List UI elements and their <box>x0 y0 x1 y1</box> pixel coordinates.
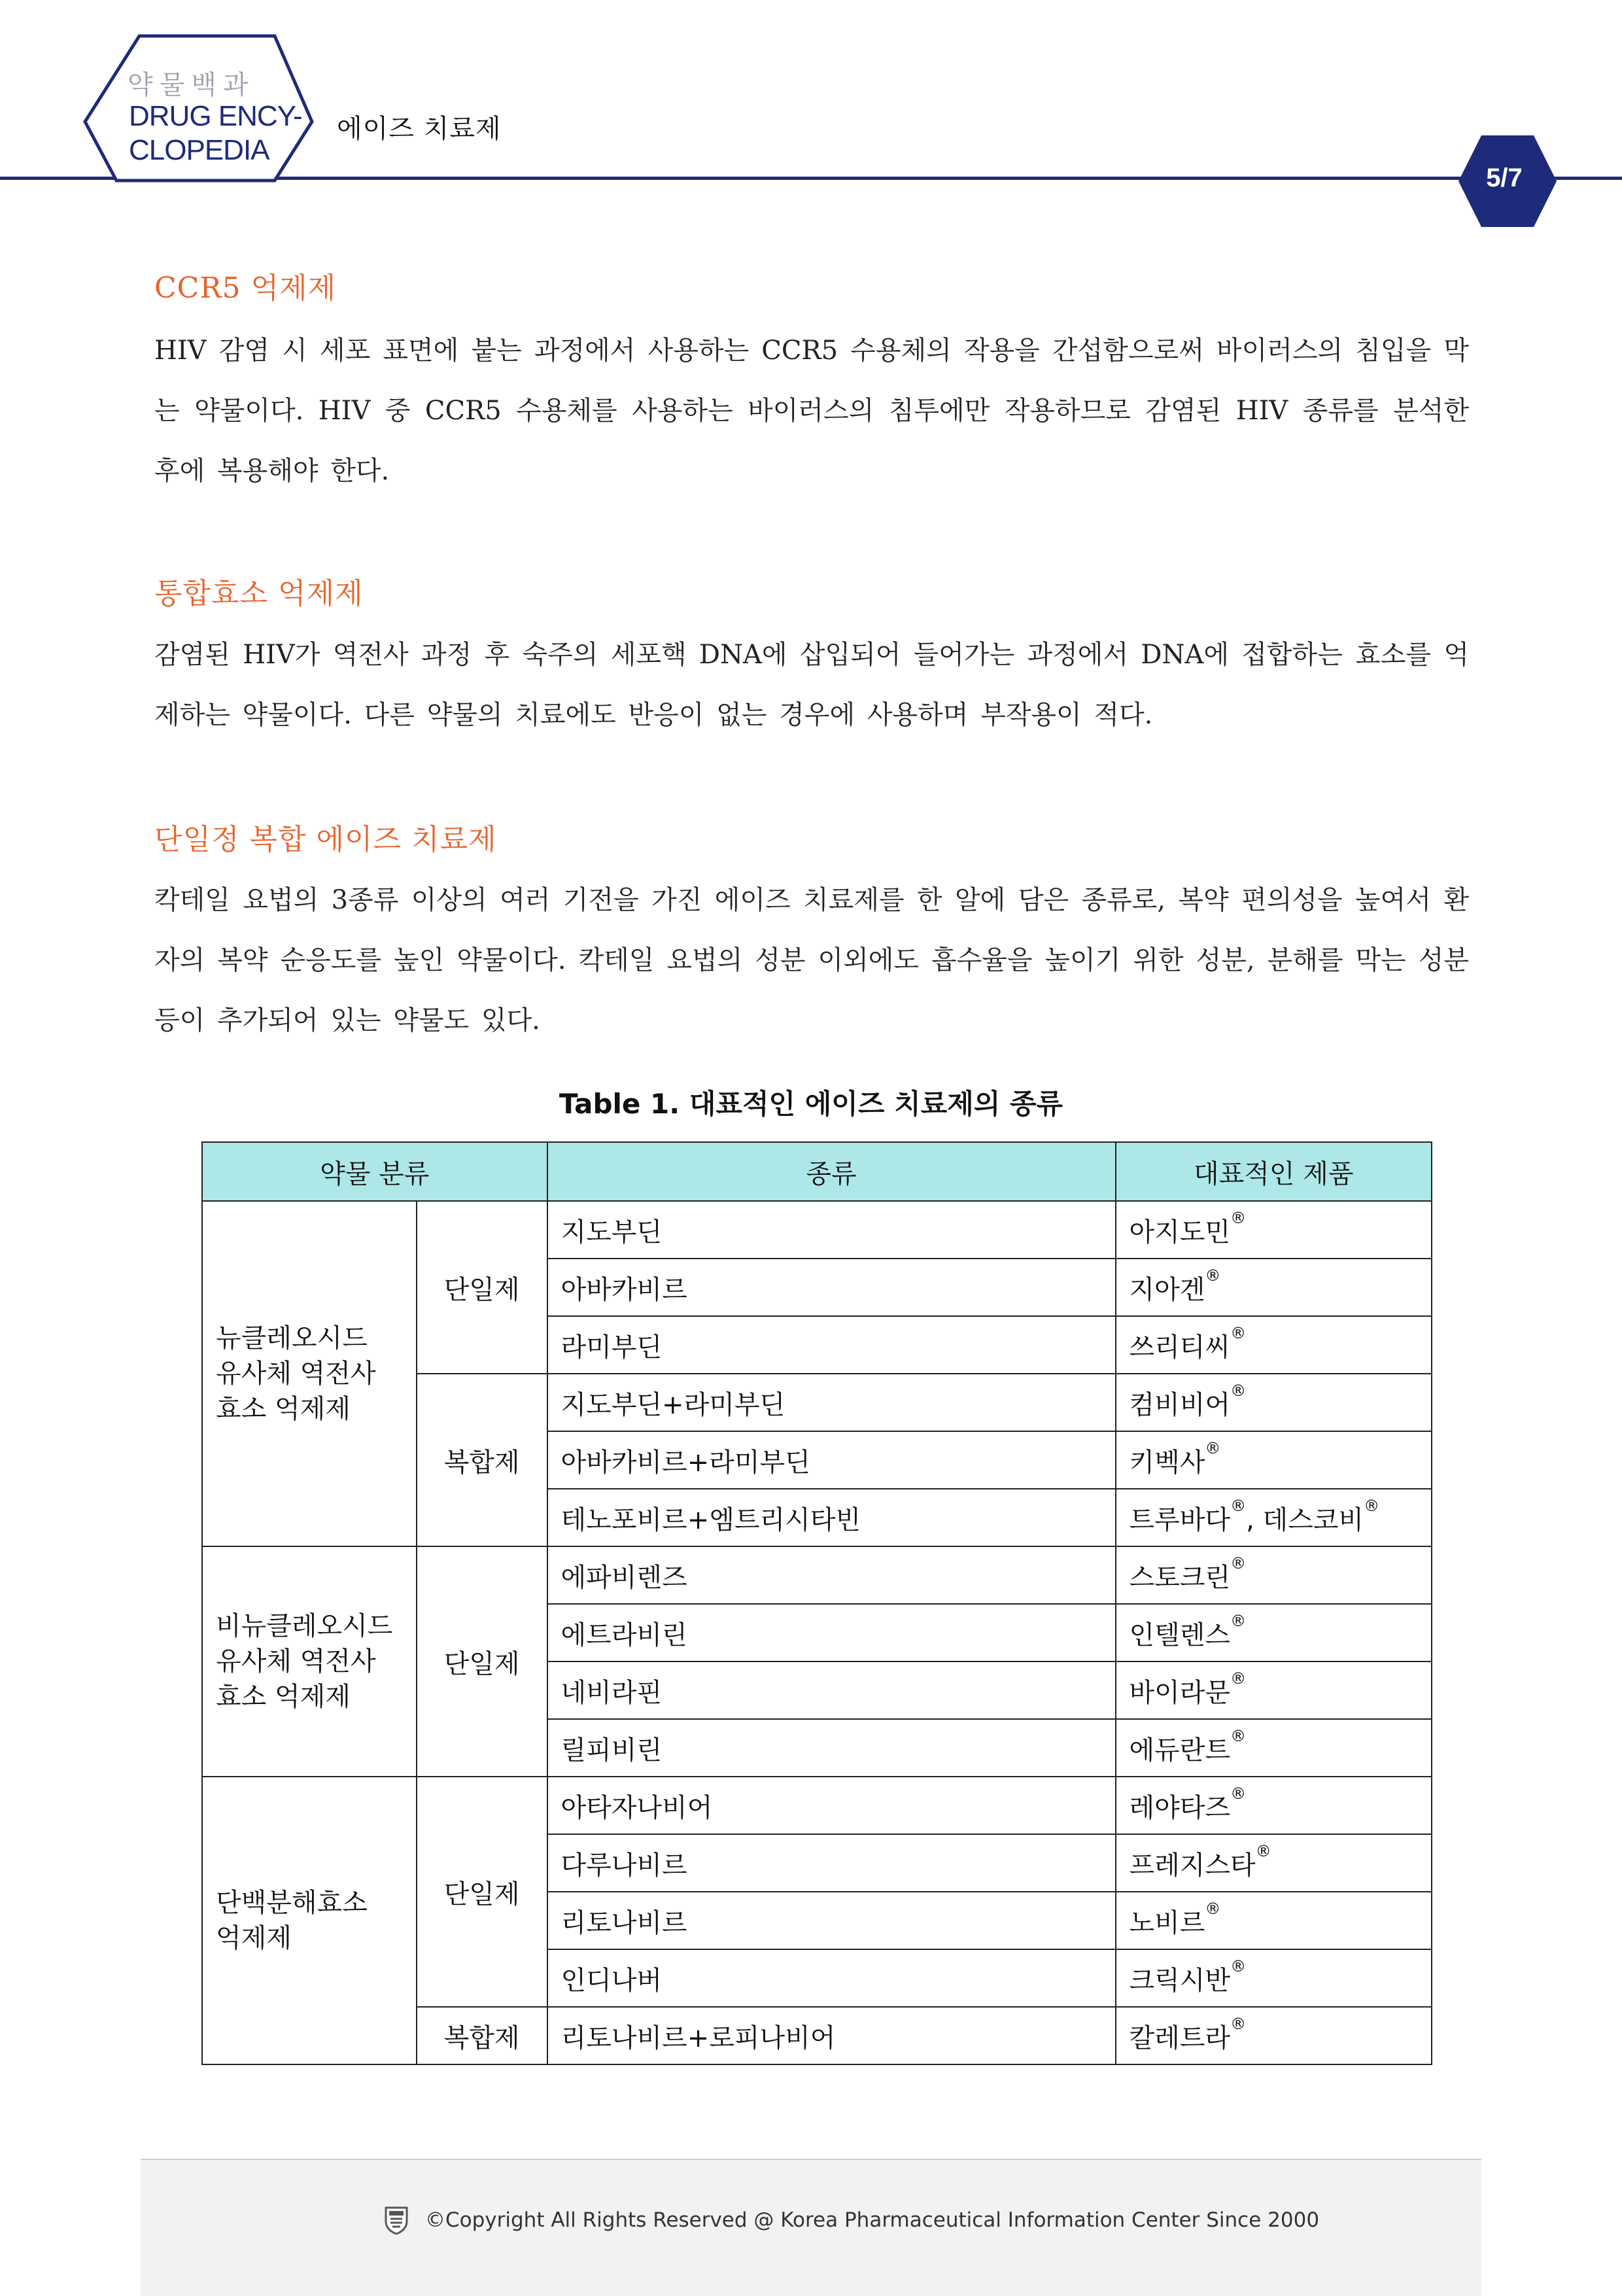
section-title-integrase: 통합효소 억제제 <box>154 577 364 610</box>
product-name: 바이라문® <box>1116 1661 1432 1719</box>
drug-name: 릴피비린 <box>547 1719 1116 1777</box>
drug-name: 아바카비르 <box>547 1259 1116 1316</box>
drug-name: 아타자나비어 <box>547 1777 1116 1834</box>
drug-name: 인디나버 <box>547 1949 1116 2007</box>
header-product: 대표적인 제품 <box>1116 1142 1432 1201</box>
page-title: 에이즈 치료제 <box>337 114 502 144</box>
subtype-combination: 복합제 <box>417 1374 547 1546</box>
class-nnrti: 비뉴클레오시드 유사체 역전사 효소 억제제 <box>202 1546 417 1777</box>
product-name: 프레지스타® <box>1116 1834 1432 1892</box>
kpic-emblem-icon <box>384 2206 409 2235</box>
subtype-single: 단일제 <box>417 1201 547 1374</box>
drug-name: 에파비렌즈 <box>547 1546 1116 1604</box>
product-name: 스토크린® <box>1116 1546 1432 1604</box>
table-row <box>202 1201 1432 1259</box>
section-body-integrase: 감염된 HIV가 역전사 과정 후 숙주의 세포핵 DNA에 삽입되어 들어가는 과정에서 DNA에 접합하는 효소를 억제하는 약물이다. 다른 약물의 치료에도 반응이 없는 경우에 사용하며 부작용이 적다. <box>154 640 1469 730</box>
product-name: 크릭시반® <box>1116 1949 1432 2007</box>
section-title-single-tablet: 단일정 복합 에이즈 치료제 <box>154 823 497 856</box>
product-name: 키벡사® <box>1116 1431 1432 1489</box>
header-class: 약물 분류 <box>202 1142 547 1201</box>
header-type: 종류 <box>547 1142 1116 1201</box>
class-protease-inhibitor: 단백분해효소 억제제 <box>202 1777 417 2064</box>
subtype-single: 단일제 <box>417 1546 547 1777</box>
product-name: 노비르® <box>1116 1892 1432 1949</box>
drug-name: 에트라비린 <box>547 1604 1116 1661</box>
section-body-ccr5: HIV 감염 시 세포 표면에 붙는 과정에서 사용하는 CCR5 수용체의 작용을 간섭함으로써 바이러스의 침입을 막는 약물이다. HIV 중 CCR5 수용체를 사용하는 바이러스의 침투에만 작용하므로 감염된 HIV 종류를 분석한 후에 복용해야 한다. <box>154 336 1469 486</box>
product-name: 쓰리티씨® <box>1116 1316 1432 1374</box>
footer <box>141 2159 1481 2296</box>
copyright-text: ©Copyright All Rights Reserved @ Korea Pharmaceutical Information Center Since 2000 <box>425 2208 1320 2232</box>
product-name: 트루바다®, 데스코비® <box>1116 1489 1432 1546</box>
table-row <box>202 1777 1432 1834</box>
page-number: 5/7 <box>1486 164 1523 192</box>
drug-table <box>201 1141 1432 2065</box>
drug-name: 라미부딘 <box>547 1316 1116 1374</box>
logo-english: DRUG ENCY- CLOPEDIA <box>129 100 302 166</box>
drug-name: 지도부딘 <box>547 1201 1116 1259</box>
drug-name: 지도부딘+라미부딘 <box>547 1374 1116 1431</box>
table-row <box>202 1546 1432 1604</box>
drug-name: 다루나비르 <box>547 1834 1116 1892</box>
subtype-single: 단일제 <box>417 1777 547 2007</box>
subtype-combination: 복합제 <box>417 2007 547 2064</box>
drug-name: 리토나비르 <box>547 1892 1116 1949</box>
section-title-ccr5: CCR5 억제제 <box>154 271 336 305</box>
product-name: 에듀란트® <box>1116 1719 1432 1777</box>
drug-name: 아바카비르+라미부딘 <box>547 1431 1116 1489</box>
product-name: 레야타즈® <box>1116 1777 1432 1834</box>
drug-name: 네비라핀 <box>547 1661 1116 1719</box>
product-name: 컴비비어® <box>1116 1374 1432 1431</box>
product-name: 인텔렌스® <box>1116 1604 1432 1661</box>
table-caption: Table 1. 대표적인 에이즈 치료제의 종류 <box>559 1088 1063 1120</box>
product-name: 아지도민® <box>1116 1201 1432 1259</box>
drug-name: 리토나비르+로피나비어 <box>547 2007 1116 2064</box>
product-name: 칼레트라® <box>1116 2007 1432 2064</box>
class-nrti: 뉴클레오시드 유사체 역전사 효소 억제제 <box>202 1201 417 1546</box>
logo-korean: 약물백과 <box>128 70 255 100</box>
section-body-single-tablet: 칵테일 요법의 3종류 이상의 여러 기전을 가진 에이즈 치료제를 한 알에 담은 종류로, 복약 편의성을 높여서 환자의 복약 순응도를 높인 약물이다. 칵테일 요법의 성분 이외에도 흡수율을 높이기 위한 성분, 분해를 막는 성분 등이 추가되어 있는 약물도 있다. <box>154 885 1469 1035</box>
table-header-row <box>202 1142 1432 1201</box>
product-name: 지아겐® <box>1116 1259 1432 1316</box>
drug-name: 테노포비르+엠트리시타빈 <box>547 1489 1116 1546</box>
